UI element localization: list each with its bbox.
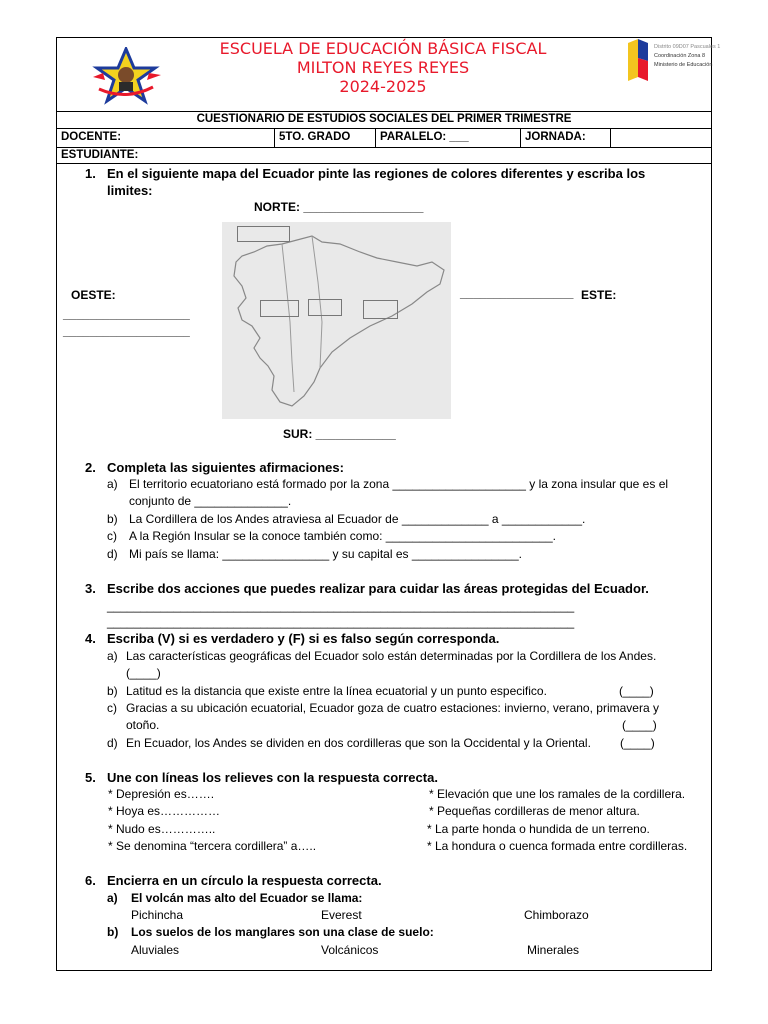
este-label: ESTE: — [581, 288, 617, 302]
q1-text-2: limites: — [107, 183, 153, 198]
q4-b-answer[interactable]: (____) — [619, 684, 654, 698]
ministry-logo — [626, 39, 721, 83]
ministry-line-1: Distrito 09D07 Pascuales 1 — [654, 44, 721, 50]
q4-b-letter: b) — [107, 684, 118, 698]
teacher-row — [57, 128, 711, 148]
q6-a-option-1[interactable]: Pichincha — [131, 908, 184, 922]
q5-right-2[interactable]: * Pequeñas cordilleras de menor altura. — [429, 804, 640, 818]
q5-right-3[interactable]: * La parte honda o hundida de un terreno. — [427, 822, 650, 836]
q3-answer-line-2[interactable]: ______________________________________________________________________ — [107, 615, 575, 629]
q6-a-option-2[interactable]: Everest — [321, 908, 362, 922]
q2-c-letter: c) — [107, 529, 117, 543]
oeste-label: OESTE: — [71, 288, 116, 302]
form-title: CUESTIONARIO DE ESTUDIOS SOCIALES DEL PRIMER TRIMESTRE — [196, 113, 572, 125]
oeste-line-2: ___________________ — [63, 324, 190, 338]
q4-d-line1: En Ecuador, los Andes se dividen en dos cordilleras que son la Occidental y la Oriental. — [126, 736, 591, 750]
q5-title-line — [85, 770, 438, 786]
q4-title-line — [85, 631, 499, 647]
estudiante-label: ESTUDIANTE: — [61, 149, 139, 161]
q4-c-line1: Gracias a su ubicación ecuatorial, Ecuador goza de cuatro estaciones: invierno, verano, primavera y — [126, 701, 659, 715]
sur-label: SUR: ____________ — [283, 427, 396, 441]
school-name-line2: MILTON REYES REYES — [296, 58, 470, 77]
q4-d-letter: d) — [107, 736, 118, 750]
q2-title: Completa las siguientes afirmaciones: — [107, 460, 344, 475]
ecuador-map[interactable] — [222, 222, 451, 419]
q3-number: 3. — [85, 581, 96, 596]
q4-a-letter: a) — [107, 649, 118, 663]
q3-title-line — [85, 581, 649, 597]
norte-label: NORTE: __________________ — [254, 200, 424, 214]
q6-number: 6. — [85, 873, 96, 888]
jornada-label: JORNADA: — [520, 128, 610, 147]
q4-c-answer[interactable]: (____) — [622, 718, 657, 732]
q5-left-1[interactable]: * Depresión es……. — [108, 787, 215, 801]
q5-title: Une con líneas los relieves con la respuesta correcta. — [107, 770, 438, 785]
q4-d-answer[interactable]: (____) — [620, 736, 655, 750]
q2-c-line1: A la Región Insular se la conoce también como: _________________________. — [129, 529, 556, 543]
ministry-line-2: Coordinación Zona 8 — [654, 53, 706, 59]
header — [57, 38, 721, 112]
oeste-line-1: ___________________ — [63, 307, 190, 321]
q2-title-line — [85, 460, 344, 476]
q3-title: Escribe dos acciones que puedes realizar para cuidar las áreas protegidas del Ecuador. — [107, 581, 649, 596]
grado-label: 5TO. GRADO — [274, 128, 375, 147]
ministry-emblem-icon — [626, 39, 652, 81]
q4-number: 4. — [85, 631, 96, 646]
q5-left-3[interactable]: * Nudo es………….. — [108, 822, 216, 836]
ministry-line-3: Ministerio de Educación — [654, 62, 713, 68]
label-box-sierra[interactable] — [308, 299, 342, 316]
paralelo-label: PARALELO: ___ — [375, 128, 520, 147]
school-heading — [177, 39, 589, 96]
q2-b-line1: La Cordillera de los Andes atraviesa al Ecuador de _____________ a ____________. — [129, 512, 586, 526]
q5-left-2[interactable]: * Hoya es…………… — [108, 804, 221, 818]
label-box-galapagos[interactable] — [237, 226, 290, 242]
school-name-line1: ESCUELA DE EDUCACIÓN BÁSICA FISCAL — [219, 39, 547, 58]
q4-a-answer[interactable]: (____) — [126, 666, 161, 680]
q5-left-4[interactable]: * Se denomina “tercera cordillera” a….. — [108, 839, 317, 853]
ministry-text — [654, 43, 720, 70]
este-line: _________________ — [460, 286, 574, 300]
q5-right-1[interactable]: * Elevación que une los ramales de la cordillera. — [429, 787, 686, 801]
q6-a-question: El volcán mas alto del Ecuador se llama: — [131, 891, 363, 905]
q6-a-letter: a) — [107, 891, 118, 905]
q6-b-question: Los suelos de los manglares son una clase de suelo: — [131, 925, 434, 939]
worksheet — [56, 37, 721, 971]
q2-number: 2. — [85, 460, 96, 475]
q6-a-option-3[interactable]: Chimborazo — [524, 908, 589, 922]
q6-b-letter: b) — [107, 925, 119, 939]
jornada-value[interactable] — [610, 128, 713, 147]
q6-b-option-1[interactable]: Aluviales — [131, 943, 180, 957]
q6-b-option-3[interactable]: Minerales — [527, 943, 580, 957]
q4-c-line2: otoño. — [126, 718, 160, 732]
label-box-oriente[interactable] — [363, 300, 398, 319]
q4-c-letter: c) — [107, 701, 117, 715]
q6-b-option-2[interactable]: Volcánicos — [321, 943, 379, 957]
docente-label: DOCENTE: — [61, 131, 122, 143]
q1-text-1: En el siguiente mapa del Ecuador pinte las regiones de colores diferentes y escriba los — [107, 166, 646, 181]
ecuador-map-outline — [222, 222, 451, 419]
school-year: 2024-2025 — [339, 77, 427, 96]
q4-a-line1: Las características geográficas del Ecuador solo están determinadas por la Cordillera de los Andes. — [126, 649, 657, 663]
label-box-costa[interactable] — [260, 300, 299, 317]
q3-answer-line-1[interactable]: ______________________________________________________________________ — [107, 599, 575, 613]
q6-title-line — [85, 873, 382, 889]
q6-title: Encierra en un círculo la respuesta correcta. — [107, 873, 382, 888]
form-title-row — [57, 111, 711, 129]
q1-line1 — [85, 166, 645, 182]
school-star-logo — [89, 47, 163, 105]
q2-a-line2: conjunto de ______________. — [129, 494, 292, 508]
q2-a-letter: a) — [107, 477, 118, 491]
q2-a-line1: El territorio ecuatoriano está formado por la zona ____________________ y la zona insular que es el — [129, 477, 669, 491]
q2-b-letter: b) — [107, 512, 118, 526]
q4-b-line1: Latitud es la distancia que existe entre la línea ecuatorial y un punto especifico. — [126, 684, 547, 698]
q5-right-4[interactable]: * La hondura o cuenca formada entre cordilleras. — [427, 839, 688, 853]
q2-d-line1: Mi país se llama: ________________ y su capital es ________________. — [129, 547, 522, 561]
q4-title: Escriba (V) si es verdadero y (F) si es falso según corresponda. — [107, 631, 500, 646]
q2-d-letter: d) — [107, 547, 118, 561]
q1-number: 1. — [85, 166, 96, 181]
student-row — [57, 147, 711, 164]
q5-number: 5. — [85, 770, 96, 785]
